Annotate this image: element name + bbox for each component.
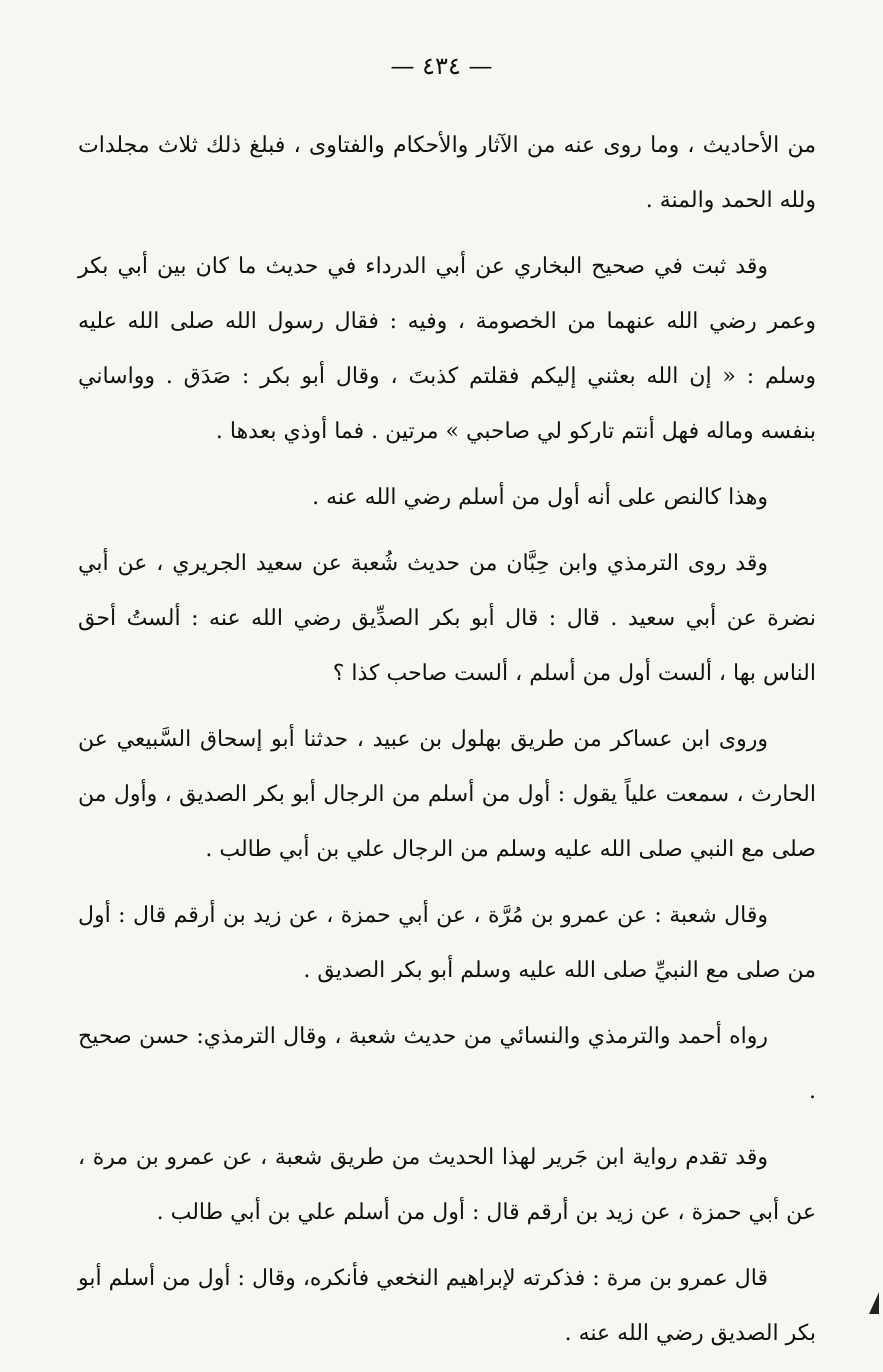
paragraph-3: وهذا كالنص على أنه أول من أسلم رضي الله عنه . (312, 485, 768, 510)
paragraph-1: من الأحاديث ، وما روى عنه من الآثار والأحكام والفتاوى ، فبلغ ذلك ثلاث مجلدات ولله الحمد والمنة . (78, 133, 816, 213)
body-text (78, 118, 816, 1372)
paragraph-9: قال عمرو بن مرة : فذكرته لإبراهيم النخعي فأنكره، وقال : أول من أسلم أبو بكر الصديق رضي الله عنه . (78, 1266, 816, 1346)
corner-scan-mark (869, 1292, 879, 1314)
paragraph-5: وروى ابن عساكر من طريق بهلول بن عبيد ، حدثنا أبو إسحاق السَّبيعي عن الحارث ، سمعت علياً يقول : أول من أسلم من الرجال أبو بكر الصديق ، وأول من صلى مع النبي صلى الله عليه وسلم من الرجال علي بن أبي طالب . (78, 727, 816, 862)
paragraph-6: وقال شعبة : عن عمرو بن مُرَّة ، عن أبي حمزة ، عن زيد بن أرقم قال : أول من صلى مع النبيِّ صلى الله عليه وسلم أبو بكر الصديق . (78, 903, 816, 983)
paragraph-8: وقد تقدم رواية ابن جَرير لهذا الحديث من طريق شعبة ، عن عمرو بن مرة ، عن أبي حمزة ، عن زيد بن أرقم قال : أول من أسلم علي بن أبي طالب . (78, 1145, 816, 1225)
paragraph-2: وقد ثبت في صحيح البخاري عن أبي الدرداء في حديث ما كان بين أبي بكر وعمر رضي الله عنهما من الخصومة ، وفيه : فقال رسول الله صلى الله عليه وسلم : « إن الله بعثني إليكم فقلتم كذبتَ ، وقال أبو بكر : صَدَق . وواساني بنفسه وماله فهل أنتم تاركو لي صاحبي » مرتين . فما أوذي بعدها . (78, 254, 816, 444)
page-number: — ٤٣٤ — (390, 52, 493, 80)
paragraph-4: وقد روى الترمذي وابن حِبَّان من حديث شُعبة عن سعيد الجريري ، عن أبي نضرة عن أبي سعيد . قال : قال أبو بكر الصدِّيق رضي الله عنه : ألستُ أحق الناس بها ، ألست أول من أسلم ، ألست صاحب كذا ؟ (78, 551, 816, 686)
paragraph-7: رواه أحمد والترمذي والنسائي من حديث شعبة ، وقال الترمذي: حسن صحيح . (78, 1024, 816, 1104)
